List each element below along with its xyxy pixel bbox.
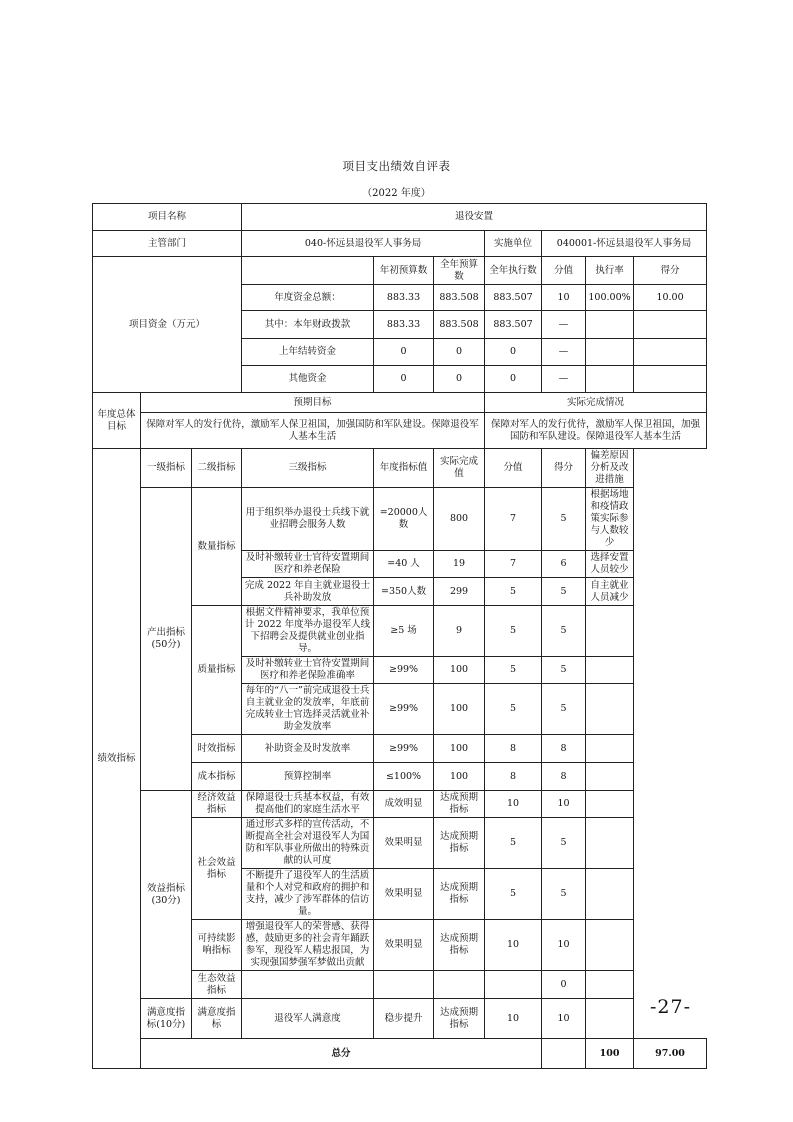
- funds-row-name: 其中：本年财政拨款: [242, 311, 374, 339]
- funds-row-rate: [586, 366, 634, 393]
- indicator-name: 每年的“八一”前完成退役士兵自主就业金的发放率，年底前完成转业士官选择灵活就业补助金发放率: [242, 684, 374, 735]
- indicator-target: 效果明显: [374, 869, 434, 920]
- indicator-score: 0: [542, 971, 586, 999]
- level2-cost: 成本指标: [192, 763, 242, 791]
- indicator-target: 效果明显: [374, 818, 434, 869]
- indicator-weight: 8: [485, 763, 542, 791]
- level1-output: 产出指标(50分): [141, 488, 192, 791]
- indicator-weight: 5: [485, 657, 542, 684]
- level2-satisfaction: 满意度指标: [192, 999, 242, 1039]
- indicator-score: 10: [542, 999, 586, 1039]
- funds-row-annual: 883.508: [434, 285, 485, 311]
- funds-row-name: 年度资金总额：: [242, 285, 374, 311]
- indicator-actual: 100: [434, 657, 485, 684]
- indicator-score: 10: [542, 920, 586, 971]
- indicator-note: 选择安置人员较少: [586, 551, 634, 578]
- dept-label: 主管部门: [93, 231, 242, 257]
- indicator-note: [586, 657, 634, 684]
- total-weight: 100: [586, 1039, 634, 1069]
- indicator-target: ≤100%: [374, 763, 434, 791]
- unit-value: 040001-怀远县退役军人事务局: [542, 231, 707, 257]
- indicator-actual: 达成预期指标: [434, 920, 485, 971]
- indicator-name: 用于组织举办退役士兵线下就业招聘会服务人数: [242, 488, 374, 551]
- funds-row-executed: 883.507: [485, 285, 542, 311]
- actual-result-text: 保障对军人的发行优待，激励军人保卫祖国，加强国防和军队建设。保障退役军人基本生活: [485, 413, 707, 449]
- indicator-name: 及时补缴转业士官待安置期间医疗和养老保险准确率: [242, 657, 374, 684]
- page-title: 项目支出绩效自评表: [342, 159, 451, 173]
- funds-row-rate: 100.00%: [586, 285, 634, 311]
- indicator-note: [586, 818, 634, 869]
- indicator-target: ≥99%: [374, 657, 434, 684]
- level2-economic: 经济效益指标: [192, 791, 242, 818]
- funds-header-initial: 年初预算数: [374, 257, 434, 285]
- total-empty: [542, 1039, 586, 1069]
- funds-row-name: 上年结转资金: [242, 339, 374, 366]
- indicator-weight: 5: [485, 606, 542, 657]
- indicator-note: [586, 999, 634, 1039]
- indicator-actual: 100: [434, 684, 485, 735]
- indicator-note: [586, 869, 634, 920]
- indicator-name: 保障退役士兵基本权益，有效提高他们的家庭生活水平: [242, 791, 374, 818]
- funds-row-executed: 883.507: [485, 311, 542, 339]
- funds-row-score: [634, 366, 707, 393]
- expected-goal-label: 预期目标: [141, 393, 485, 413]
- indicator-actual: 800: [434, 488, 485, 551]
- indicator-name: 通过形式多样的宣传活动，不断提高全社会对退役军人为国防和军队事业所做出的特殊贡献的认可度: [242, 818, 374, 869]
- indicator-target: =350人数: [374, 578, 434, 606]
- indicator-name: 增强退役军人的荣誉感、获得感，鼓励更多的社会青年踊跃参军，现役军人精忠报国，为实现强国梦强军梦做出贡献: [242, 920, 374, 971]
- funds-row-weight: —: [542, 339, 586, 366]
- indicator-weight: 10: [485, 999, 542, 1039]
- indicator-name: 不断提升了退役军人的生活质量和个人对党和政府的拥护和支持，减少了涉军群体的信访量。: [242, 869, 374, 920]
- indicator-actual: 达成预期指标: [434, 999, 485, 1039]
- funds-row-score: [634, 339, 707, 366]
- total-label: 总分: [141, 1039, 542, 1069]
- funds-row-weight: —: [542, 311, 586, 339]
- funds-row-annual: 883.508: [434, 311, 485, 339]
- indicator-weight: 5: [485, 869, 542, 920]
- indicators-header-weight: 分值: [485, 449, 542, 488]
- indicator-actual: [434, 971, 485, 999]
- funds-header-annual: 全年预算数: [434, 257, 485, 285]
- indicator-score: 5: [542, 578, 586, 606]
- indicator-note: [586, 791, 634, 818]
- indicator-weight: 5: [485, 818, 542, 869]
- indicator-weight: 7: [485, 551, 542, 578]
- level2-sustainable: 可持续影响指标: [192, 920, 242, 971]
- funds-header-weight: 分值: [542, 257, 586, 285]
- project-name-label: 项目名称: [93, 204, 242, 231]
- indicator-actual: 19: [434, 551, 485, 578]
- indicators-header-level2: 二级指标: [192, 449, 242, 488]
- indicator-name: [242, 971, 374, 999]
- indicator-note: 根据场地和疫情政策实际参与人数较少: [586, 488, 634, 551]
- funds-row-executed: 0: [485, 366, 542, 393]
- page-subtitle: （2022 年度）: [362, 188, 431, 199]
- indicator-target: 成效明显: [374, 791, 434, 818]
- indicator-score: 5: [542, 869, 586, 920]
- indicator-score: 5: [542, 684, 586, 735]
- indicator-note: [586, 735, 634, 763]
- indicator-target: 稳步提升: [374, 999, 434, 1039]
- indicator-score: 5: [542, 818, 586, 869]
- funds-row-weight: —: [542, 366, 586, 393]
- indicator-score: 5: [542, 488, 586, 551]
- funds-row-initial: 883.33: [374, 311, 434, 339]
- indicator-name: 及时补缴转业士官待安置期间医疗和养老保险: [242, 551, 374, 578]
- indicators-header-target: 年度指标值: [374, 449, 434, 488]
- funds-row-annual: 0: [434, 366, 485, 393]
- total-score: 97.00: [634, 1039, 707, 1069]
- funds-row-score: [634, 311, 707, 339]
- indicator-score: 6: [542, 551, 586, 578]
- level1-satisfaction: 满意度指标(10分): [141, 999, 192, 1039]
- indicator-note: [586, 763, 634, 791]
- indicator-score: 5: [542, 606, 586, 657]
- indicator-actual: 299: [434, 578, 485, 606]
- indicator-target: ≥5 场: [374, 606, 434, 657]
- funds-label: 项目资金（万元）: [93, 257, 242, 393]
- level2-quality: 质量指标: [192, 606, 242, 735]
- indicator-weight: 10: [485, 791, 542, 818]
- indicator-weight: 10: [485, 920, 542, 971]
- indicator-note: [586, 606, 634, 657]
- indicators-header-level1: 一级指标: [141, 449, 192, 488]
- performance-table: [92, 203, 707, 1069]
- indicator-note: [586, 971, 634, 999]
- funds-header-empty: [242, 257, 374, 285]
- indicator-actual: 达成预期指标: [434, 818, 485, 869]
- indicators-header-actual: 实际完成值: [434, 449, 485, 488]
- funds-row-annual: 0: [434, 339, 485, 366]
- indicator-actual: 达成预期指标: [434, 869, 485, 920]
- indicator-name: 根据文件精神要求，我单位预计 2022 年度举办退役军人线下招聘会及提供就业创业指导。: [242, 606, 374, 657]
- expected-goal-text: 保障对军人的发行优待，激励军人保卫祖国，加强国防和军队建设。保障退役军人基本生活: [141, 413, 485, 449]
- indicator-weight: 5: [485, 578, 542, 606]
- indicator-target: [374, 971, 434, 999]
- funds-row-rate: [586, 339, 634, 366]
- funds-row-rate: [586, 311, 634, 339]
- funds-row-initial: 883.33: [374, 285, 434, 311]
- indicator-name: 退役军人满意度: [242, 999, 374, 1039]
- indicator-score: 8: [542, 735, 586, 763]
- indicators-header-level3: 三级指标: [242, 449, 374, 488]
- level2-timeliness: 时效指标: [192, 735, 242, 763]
- funds-row-initial: 0: [374, 366, 434, 393]
- overall-goal-label: 年度总体目标: [93, 393, 141, 449]
- indicator-score: 8: [542, 763, 586, 791]
- indicators-section-label: 绩效指标: [93, 449, 141, 1069]
- indicator-weight: [485, 971, 542, 999]
- indicator-name: 补助资金及时发放率: [242, 735, 374, 763]
- funds-header-executed: 全年执行数: [485, 257, 542, 285]
- indicator-target: ≥99%: [374, 735, 434, 763]
- level2-quantity: 数量指标: [192, 488, 242, 606]
- indicators-header-score: 得分: [542, 449, 586, 488]
- indicator-weight: 5: [485, 684, 542, 735]
- funds-row-score: 10.00: [634, 285, 707, 311]
- page-number: -27-: [649, 996, 691, 1018]
- funds-header-rate: 执行率: [586, 257, 634, 285]
- project-name-value: 退役安置: [242, 204, 707, 231]
- level2-social: 社会效益指标: [192, 818, 242, 920]
- indicator-note: 自主就业人员减少: [586, 578, 634, 606]
- indicator-score: 10: [542, 791, 586, 818]
- actual-result-label: 实际完成情况: [485, 393, 707, 413]
- indicator-weight: 8: [485, 735, 542, 763]
- funds-row-initial: 0: [374, 339, 434, 366]
- funds-header-score: 得分: [634, 257, 707, 285]
- indicator-target: =40 人: [374, 551, 434, 578]
- indicator-actual: 9: [434, 606, 485, 657]
- indicator-note: [586, 920, 634, 971]
- unit-label: 实施单位: [485, 231, 542, 257]
- level2-ecological: 生态效益指标: [192, 971, 242, 999]
- indicator-weight: 7: [485, 488, 542, 551]
- indicator-target: 效果明显: [374, 920, 434, 971]
- indicator-name: 完成 2022 年自主就业退役士兵补助发放: [242, 578, 374, 606]
- funds-row-executed: 0: [485, 339, 542, 366]
- indicators-header-note: 偏差原因分析及改进措施: [586, 449, 634, 488]
- indicator-score: 5: [542, 657, 586, 684]
- indicator-actual: 100: [434, 735, 485, 763]
- indicator-actual: 100: [434, 763, 485, 791]
- level1-effect: 效益指标(30分): [141, 791, 192, 999]
- indicator-note: [586, 684, 634, 735]
- indicator-actual: 达成预期指标: [434, 791, 485, 818]
- indicator-name: 预算控制率: [242, 763, 374, 791]
- indicator-target: =20000人数: [374, 488, 434, 551]
- funds-row-weight: 10: [542, 285, 586, 311]
- funds-row-name: 其他资金: [242, 366, 374, 393]
- dept-value: 040-怀远县退役军人事务局: [242, 231, 485, 257]
- indicator-target: ≥99%: [374, 684, 434, 735]
